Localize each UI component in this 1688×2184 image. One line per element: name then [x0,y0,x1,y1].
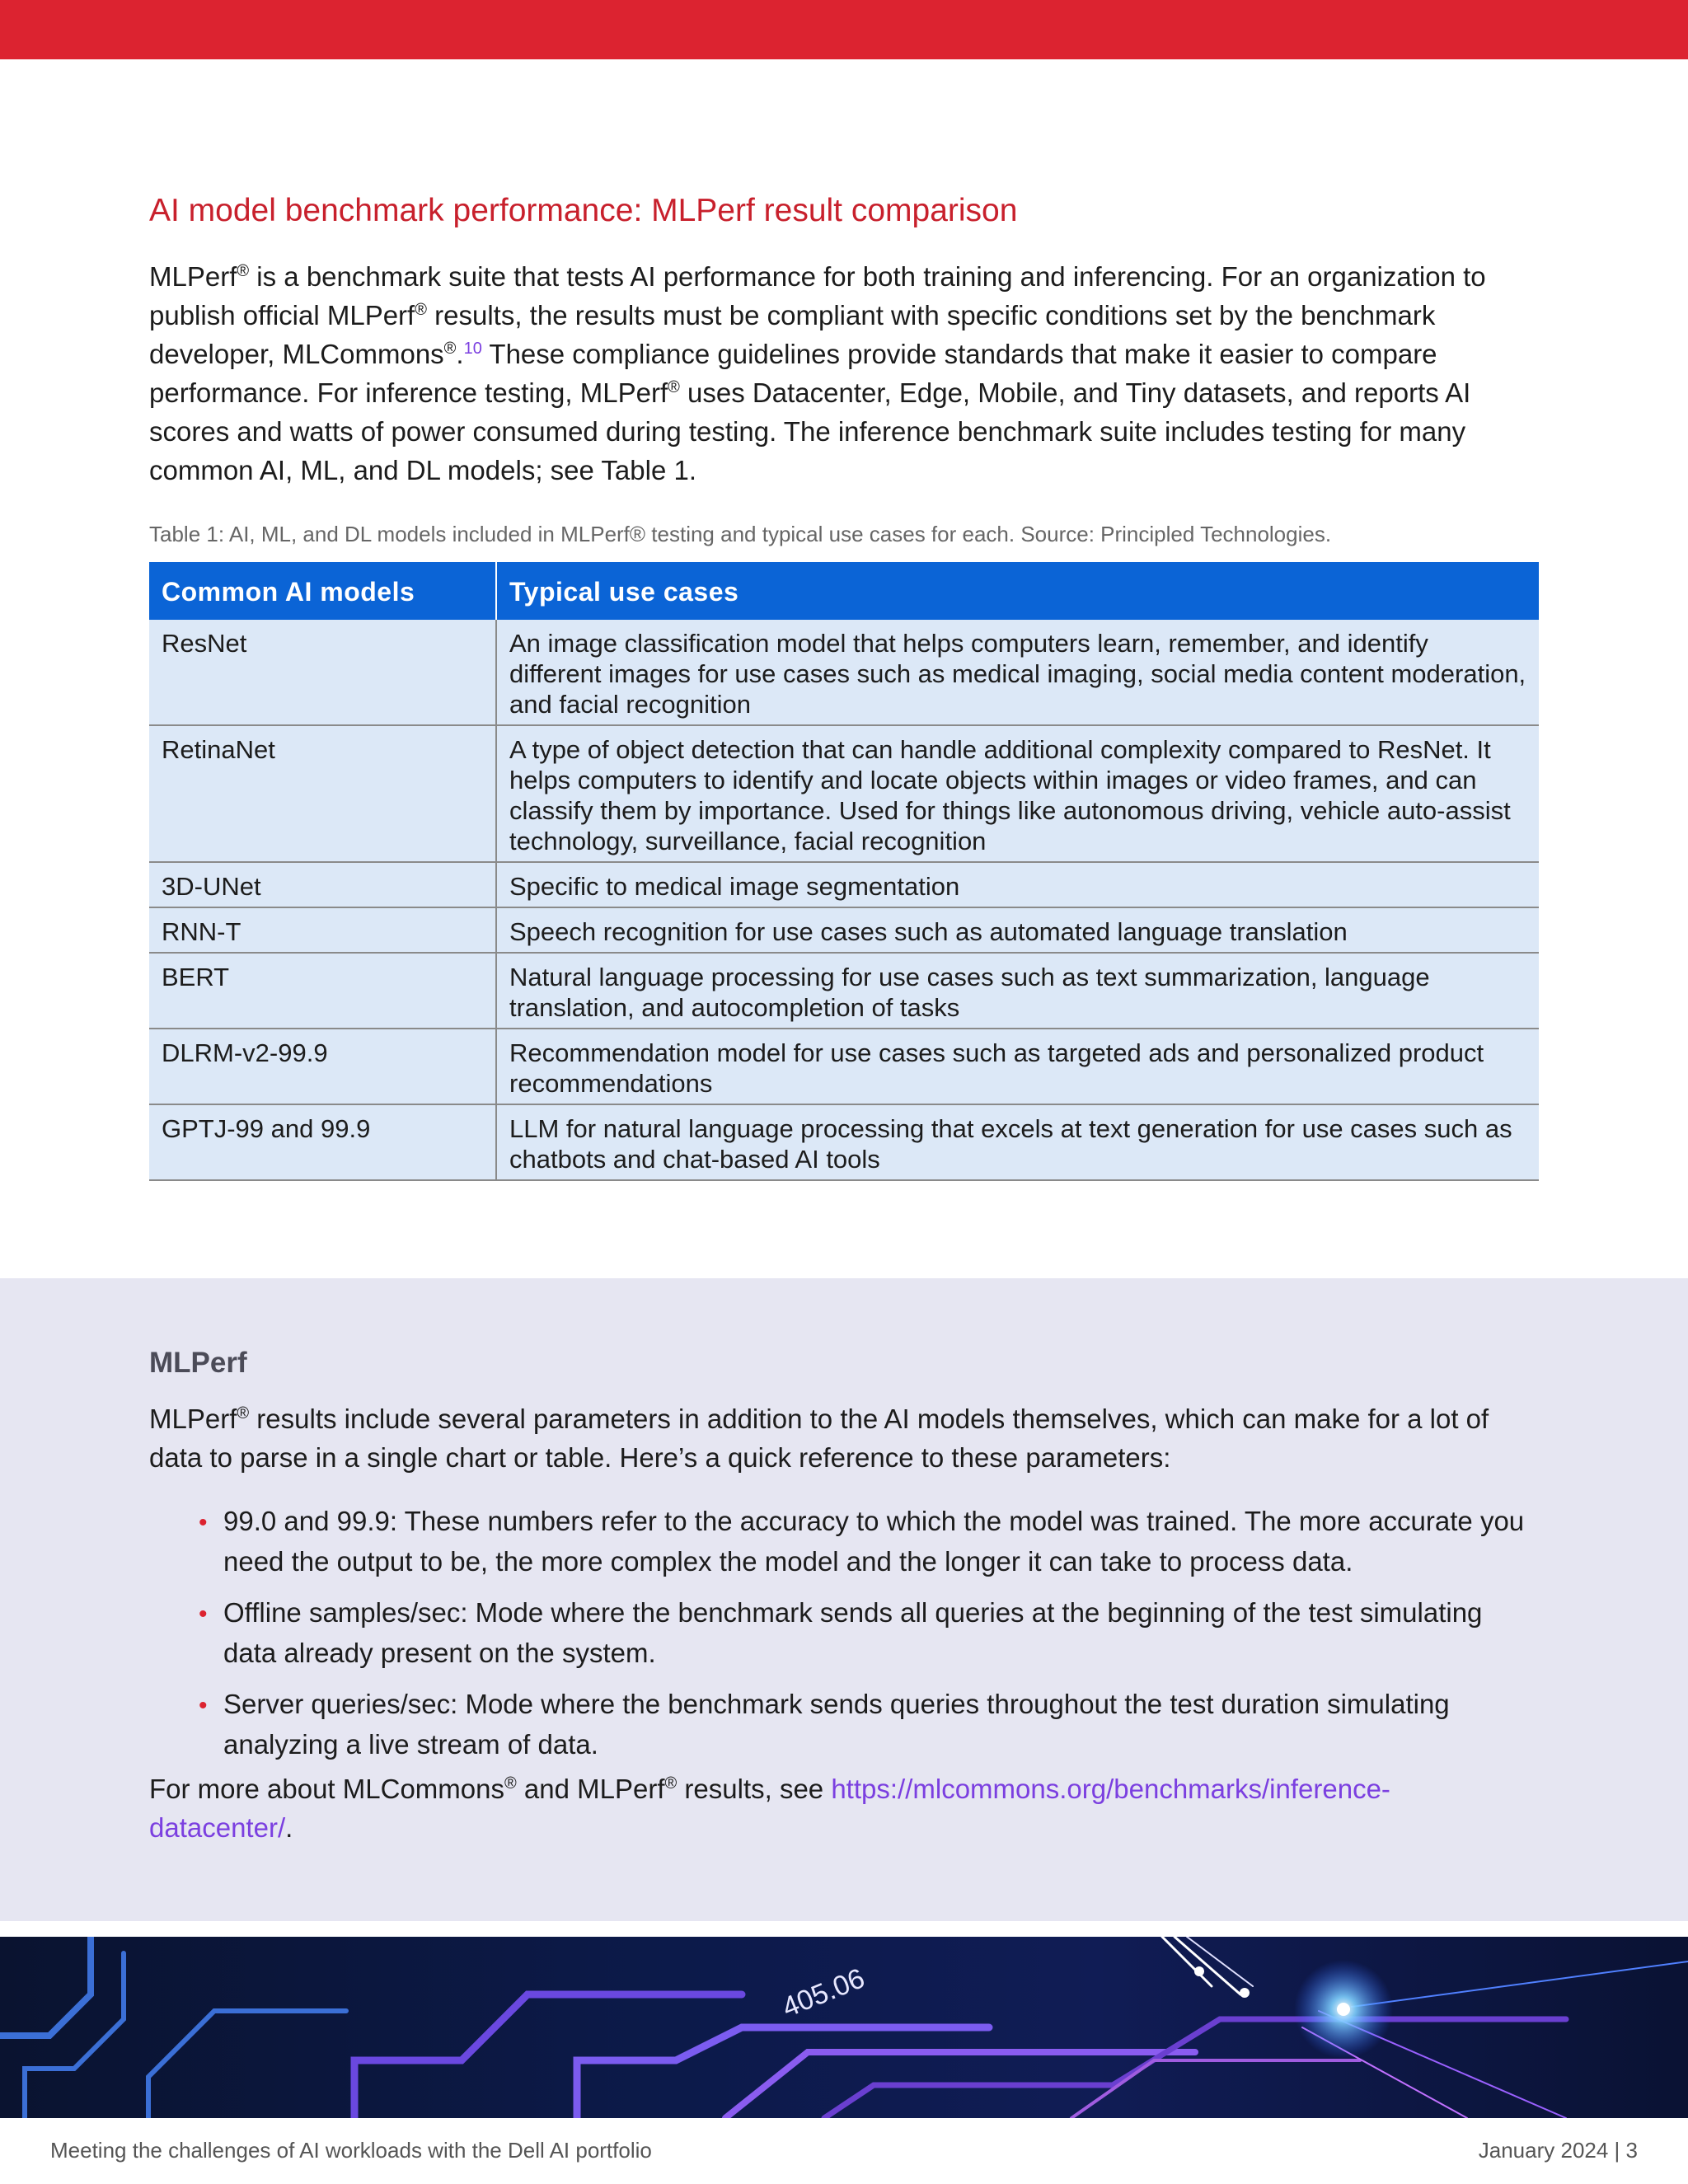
list-item: • Server queries/sec: Mode where the benchmark sends queries throughout the test duration simulating analyzing a live stream of data. [199,1685,1526,1764]
list-item: • Offline samples/sec: Mode where the benchmark sends all queries at the beginning of the test simulating data already present on the system. [199,1593,1526,1672]
header-models: Common AI models [149,562,496,620]
model-name: BERT [149,953,496,1029]
model-use-case: Specific to medical image segmentation [496,862,1539,907]
header-use-cases: Typical use cases [496,562,1539,620]
model-name: RNN-T [149,907,496,953]
table-header-row [149,562,1539,620]
table-row [149,1104,1539,1180]
table-row [149,725,1539,862]
model-use-case: LLM for natural language processing that excels at text generation for use cases such as chatbots and chat-based AI tools [496,1104,1539,1180]
mlcommons-link[interactable]: https://mlcommons.org/benchmarks/inference-datacenter/ [149,1774,1390,1843]
table-row [149,907,1539,953]
section-title: AI model benchmark performance: MLPerf result comparison [149,193,1018,228]
model-use-case: Speech recognition for use cases such as automated language translation [496,907,1539,953]
table-row [149,862,1539,907]
model-name: DLRM-v2-99.9 [149,1029,496,1104]
bullet-icon: • [199,1509,208,1536]
list-item: • 99.0 and 99.9: These numbers refer to the accuracy to which the model was trained. The more accurate you need the output to be, the more complex the model and the longer it can take to process data. [199,1502,1526,1581]
table-row [149,953,1539,1029]
circuit-banner-image [0,1937,1688,2118]
model-use-case: An image classification model that helps computers learn, remember, and identify different images for use cases such as medical imaging, social media content moderation, and facial recognition [496,620,1539,725]
model-use-case: A type of object detection that can handle additional complexity compared to ResNet. It helps computers to identify and locate objects within images or video frames, and can classify them by importance. Used for things like autonomous driving, vehicle auto-assist technology, surveillance, facial recognition [496,725,1539,862]
top-accent-bar [0,0,1688,59]
model-name: ResNet [149,620,496,725]
models-table [149,562,1539,1181]
model-use-case: Recommendation model for use cases such as targeted ads and personalized product recommendations [496,1029,1539,1104]
footer-title: Meeting the challenges of AI workloads with the Dell AI portfolio [50,2138,652,2163]
table-row [149,620,1539,725]
table-row [149,1029,1539,1104]
bullet-icon: • [199,1601,208,1628]
intro-paragraph: MLPerf® is a benchmark suite that tests AI performance for both training and inferencing. For an organization to publish official MLPerf® results, the results must be compliant with specific conditions set by the benchmark developer, MLCommons®.$^{10}$ These compliance guidelines provide standards that make it easier to compare performance. For inference testing, MLPerf® uses Datacenter, Edge, Mobile, and Tiny datasets, and reports AI scores and watts of power consumed during testing. The inference benchmark suite includes testing for many common AI, ML, and DL models; see Table 1. [149,261,1486,485]
circuit-graphic [0,1937,1688,2118]
table-caption: Table 1: AI, ML, and DL models included in MLPerf® testing and typical use cases for each. Source: Principled Technologies. [149,522,1332,546]
parameter-list [199,1502,1526,1776]
banner-number: 405.06 [777,1962,870,2024]
model-name: 3D-UNet [149,862,496,907]
model-name: RetinaNet [149,725,496,862]
footer-date-page: January 2024 | 3 [1478,2138,1638,2163]
footnote-ref[interactable]: 10 [463,340,482,358]
bullet-icon: • [199,1692,208,1719]
mlperf-panel-title: MLPerf [149,1347,247,1379]
more-info-paragraph: For more about MLCommons® and MLPerf® results, see https://mlcommons.org/benchmarks/inference-datacenter/. [149,1774,1390,1843]
mlperf-panel-intro: MLPerf® results include several parameters in addition to the AI models themselves, which can make for a lot of data to parse in a single chart or table. Here’s a quick reference to these parameters: [149,1404,1489,1473]
model-name: GPTJ-99 and 99.9 [149,1104,496,1180]
model-use-case: Natural language processing for use cases such as text summarization, language translation, and autocompletion of tasks [496,953,1539,1029]
